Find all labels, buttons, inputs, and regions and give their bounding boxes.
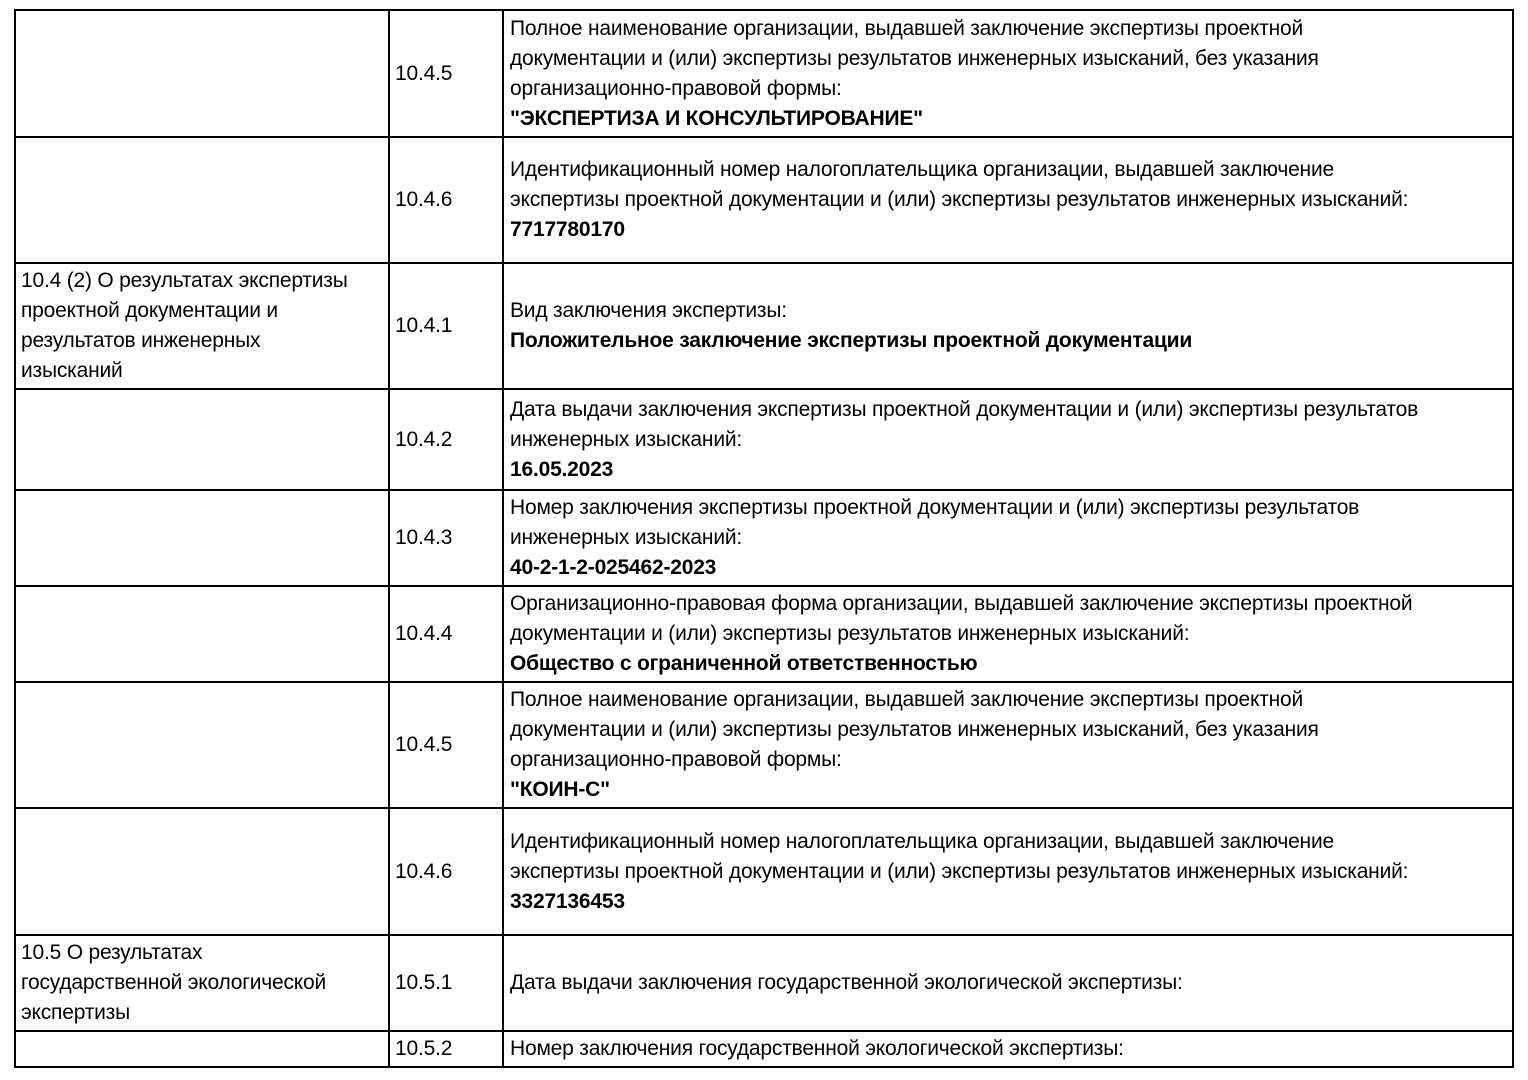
content-cell	[503, 808, 1513, 935]
field-label: Номер заключения экспертизы проектной документации и (или) экспертизы результатов инженерных изысканий:	[510, 496, 1360, 549]
item-number-cell	[389, 682, 503, 808]
expertise-declaration-table	[14, 9, 1514, 1068]
field-label: Дата выдачи заключения государственной экологической экспертизы:	[510, 971, 1183, 994]
content-cell	[503, 586, 1513, 682]
section-cell	[15, 263, 389, 389]
table-row	[15, 586, 1513, 682]
field-value: Положительное заключение экспертизы проектной документации	[510, 329, 1193, 352]
item-number-cell	[389, 10, 503, 137]
content-cell	[503, 389, 1513, 490]
field-value: "КОИН-С"	[510, 778, 610, 801]
item-number: 10.4.4	[395, 622, 453, 645]
field-label: Полное наименование организации, выдавшей заключение экспертизы проектной документации и (или) экспертизы результатов инженерных изысканий, без указания организационно-правовой формы:	[510, 688, 1319, 771]
table-row	[15, 263, 1513, 389]
item-number: 10.4.5	[395, 61, 453, 85]
section-cell	[15, 389, 389, 490]
content-cell	[503, 490, 1513, 586]
item-number: 10.4.2	[395, 427, 453, 451]
section-cell	[15, 808, 389, 935]
item-number: 10.4.6	[395, 188, 453, 211]
item-number-cell	[389, 1031, 503, 1067]
item-number: 10.4.3	[395, 526, 453, 549]
table-row	[15, 137, 1513, 263]
field-value: 7717780170	[510, 218, 625, 241]
section-cell	[15, 682, 389, 808]
item-number-cell	[389, 808, 503, 935]
field-value: Общество с ограниченной ответственностью	[510, 652, 978, 675]
field-label: Идентификационный номер налогоплательщика организации, выдавшей заключение экспертизы проектной документации и (или) экспертизы результатов инженерных изысканий:	[510, 158, 1409, 211]
table-row	[15, 935, 1513, 1031]
field-label: Вид заключения экспертизы:	[510, 299, 787, 322]
section-cell	[15, 935, 389, 1031]
table-row	[15, 490, 1513, 586]
section-label: 10.4 (2) О результатах экспертизы проектной документации и результатов инженерных изысканий	[21, 269, 348, 382]
item-number: 10.5.1	[395, 971, 453, 994]
content-cell	[503, 935, 1513, 1031]
table-row	[15, 1031, 1513, 1067]
table-body	[15, 10, 1513, 1067]
item-number-cell	[389, 389, 503, 490]
item-number-cell	[389, 137, 503, 263]
field-label: Организационно-правовая форма организации, выдавшей заключение экспертизы проектной документации и (или) экспертизы результатов инженерных изысканий:	[510, 592, 1413, 645]
item-number: 10.5.2	[395, 1037, 453, 1060]
item-number: 10.4.5	[395, 733, 453, 756]
field-value: 40-2-1-2-025462-2023	[510, 556, 717, 579]
section-cell	[15, 137, 389, 263]
item-number: 10.4.1	[395, 314, 453, 337]
table-row	[15, 10, 1513, 137]
section-cell	[15, 10, 389, 137]
item-number-cell	[389, 586, 503, 682]
field-label: Идентификационный номер налогоплательщика организации, выдавшей заключение экспертизы проектной документации и (или) экспертизы результатов инженерных изысканий:	[510, 829, 1409, 883]
table-row	[15, 389, 1513, 490]
field-value: "ЭКСПЕРТИЗА И КОНСУЛЬТИРОВАНИЕ"	[510, 106, 923, 130]
item-number-cell	[389, 935, 503, 1031]
field-label: Номер заключения государственной экологической экспертизы:	[510, 1037, 1124, 1060]
content-cell	[503, 263, 1513, 389]
content-cell	[503, 682, 1513, 808]
section-cell	[15, 490, 389, 586]
field-value: 3327136453	[510, 889, 625, 913]
section-cell	[15, 586, 389, 682]
item-number: 10.4.6	[395, 859, 453, 883]
field-label: Дата выдачи заключения экспертизы проектной документации и (или) экспертизы результатов инженерных изысканий:	[510, 397, 1419, 451]
table-row	[15, 682, 1513, 808]
item-number-cell	[389, 490, 503, 586]
content-cell	[503, 1031, 1513, 1067]
item-number-cell	[389, 263, 503, 389]
table-row	[15, 808, 1513, 935]
section-label: 10.5 О результатах государственной экологической экспертизы	[21, 941, 327, 1024]
field-value: 16.05.2023	[510, 457, 614, 481]
section-cell	[15, 1031, 389, 1067]
field-label: Полное наименование организации, выдавшей заключение экспертизы проектной документации и (или) экспертизы результатов инженерных изысканий, без указания организационно-правовой формы:	[510, 16, 1319, 100]
content-cell	[503, 10, 1513, 137]
content-cell	[503, 137, 1513, 263]
